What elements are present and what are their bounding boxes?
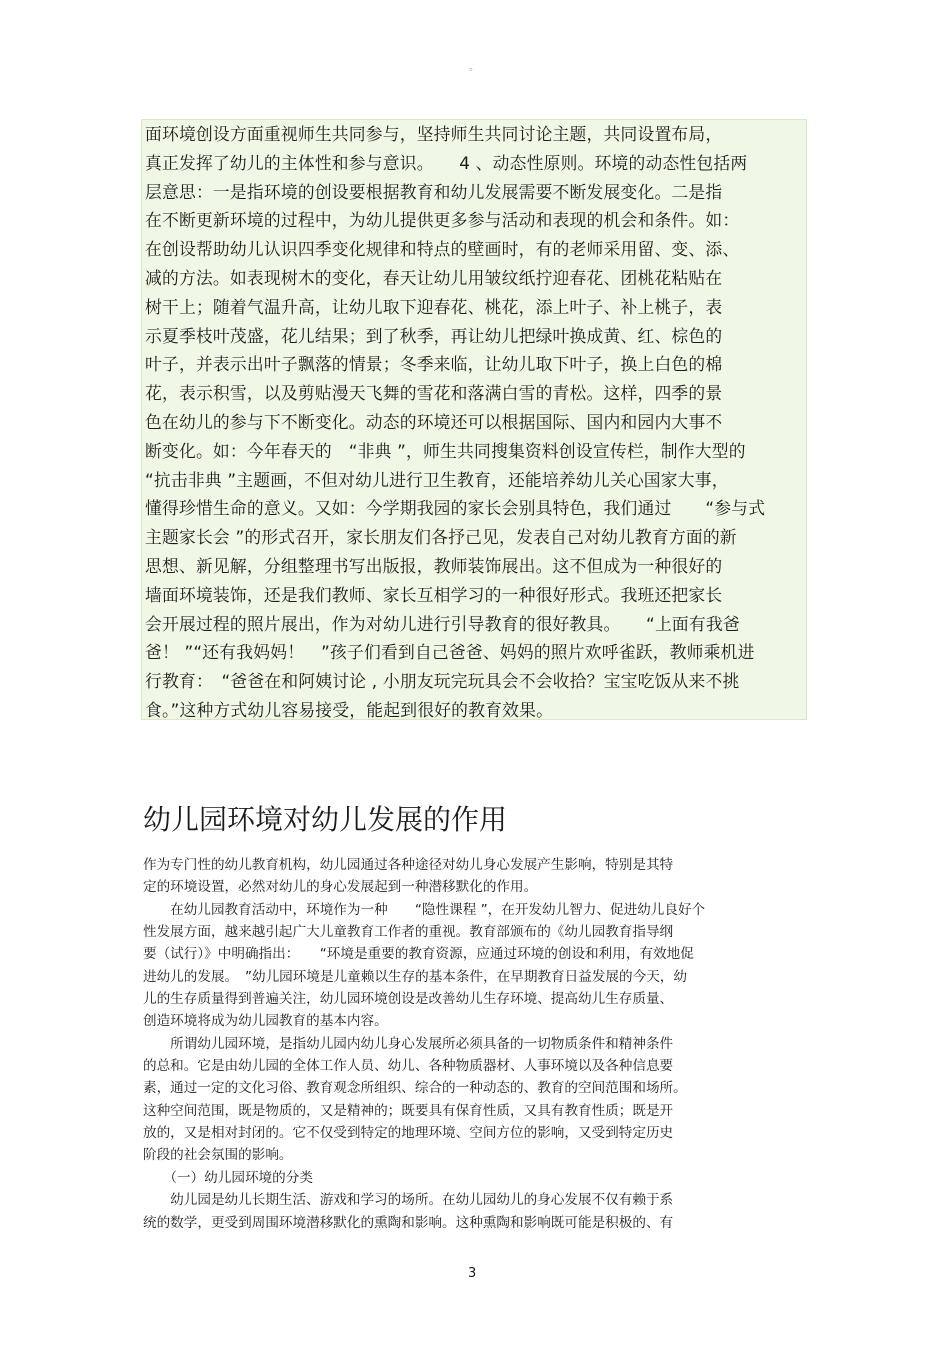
text-line: 性发展方面，越来越引起广大儿童教育工作者的重视。教育部颁布的《幼儿园教育指导纲 bbox=[143, 924, 674, 941]
text-line: 面环境创设方面重视师生共同参与，坚持师生共同讨论主题，共同设置布局， bbox=[145, 124, 723, 144]
text-line: 层意思：一是指环境的创设要根据教育和幼儿发展需要不断发展变化。二是指 bbox=[145, 181, 723, 202]
text-line: 这种空间范围，既是物质的，又是精神的；既要具有保育性质，又具有教育性质；既是开 bbox=[143, 1102, 674, 1119]
text-line: 阶段的社会氛围的影响。 bbox=[143, 1147, 293, 1164]
text-line: 要（试行）》中明确指出： “环境是重要的教育资源，应通过环境的创设和利用，有效地促 bbox=[143, 946, 694, 963]
text-line: 减的方法。如表现树木的变化，春天让幼儿用皱纹纸拧迎春花、团桃花粘贴在 bbox=[145, 267, 723, 288]
text-line: 食。”这种方式幼儿容易接受，能起到很好的教育效果。 bbox=[145, 699, 554, 720]
text-line: “抗击非典 ”主题画，不但对幼儿进行卫生教育，还能培养幼儿关心国家大事， bbox=[145, 469, 729, 490]
text-line: 在不断更新环境的过程中，为幼儿提供更多参与活动和表现的机会和条件。如： bbox=[145, 210, 740, 231]
text-line: 在创设帮助幼儿认识四季变化规律和特点的壁画时，有的老师采用留、变、添、 bbox=[145, 239, 740, 260]
text-line: 放的，又是相对封闭的。它不仅受到特定的地理环境、空间方位的影响，又受到特定历史 bbox=[143, 1125, 674, 1142]
text-line: 幼儿园是幼儿长期生活、游戏和学习的场所。在幼儿园幼儿的身心发展不仅有赖于系 bbox=[143, 1192, 674, 1209]
section-body bbox=[143, 854, 783, 1234]
text-line: 所谓幼儿园环境，是指幼儿园内幼儿身心发展所必须具备的一切物质条件和精神条件 bbox=[143, 1035, 674, 1052]
text-line: 叶子，并表示出叶子飘落的情景；冬季来临，让幼儿取下叶子，换上白色的棉 bbox=[145, 354, 723, 375]
text-line: 素，通过一定的文化习俗、教育观念所组织、综合的一种动态的、教育的空间范围和场所。 bbox=[143, 1080, 687, 1097]
text-line: 爸！ ”“还有我妈妈！ ”孩子们看到自己爸爸、妈妈的照片欢呼雀跃，教师乘机进 bbox=[145, 642, 755, 663]
text-line: 统的数学，更受到周围环境潜移默化的熏陶和影响。这种熏陶和影响既可能是积极的、有 bbox=[143, 1214, 674, 1231]
text-line: （一）幼儿园环境的分类 bbox=[143, 1169, 313, 1186]
text-line: 儿的生存质量得到普遍关注，幼儿园环境创设是改善幼儿生存环境、提高幼儿生存质量、 bbox=[143, 991, 674, 1008]
text-line: 真正发挥了幼儿的主体性和参与意识。 4 、动态性原则。环境的动态性包括两 bbox=[145, 152, 748, 173]
text-line: 花，表示积雪，以及剪贴漫天飞舞的雪花和落满白雪的青松。这样，四季的景 bbox=[145, 383, 723, 404]
page-number: 3 bbox=[468, 1266, 477, 1281]
text-line: 树干上；随着气温升高，让幼儿取下迎春花、桃花，添上叶子、补上桃子，表 bbox=[145, 296, 723, 317]
section-title: 幼儿园环境对幼儿发展的作用 bbox=[143, 803, 508, 836]
text-line: 在幼儿园教育活动中，环境作为一种 “隐性课程 ”，在开发幼儿智力、促进幼儿良好个 bbox=[143, 901, 706, 918]
text-line: 创造环境将成为幼儿园教育的基本内容。 bbox=[143, 1013, 388, 1030]
text-line: 懂得珍惜生命的意义。又如：今学期我园的家长会别具特色，我们通过 “参与式 bbox=[145, 498, 766, 519]
text-line: 色在幼儿的参与下不断变化。动态的环境还可以根据国际、国内和园内大事不 bbox=[145, 411, 723, 432]
text-line: 作为专门性的幼儿教育机构，幼儿园通过各种途径对幼儿身心发展产生影响，特别是其特 bbox=[143, 857, 674, 873]
text-line: 思想、新见解，分组整理书写出版报，教师装饰展出。这不但成为一种很好的 bbox=[145, 555, 723, 576]
text-line: 主题家长会 ”的形式召开，家长朋友们各抒己见，发表自己对幼儿教育方面的新 bbox=[145, 527, 737, 548]
text-line: 的总和。它是由幼儿园的全体工作人员、幼儿、各种物质器材、人事环境以及各种信息要 bbox=[143, 1058, 674, 1075]
text-line: 行教育： “爸爸在和阿姨讨论 , 小朋友玩完玩具会不会收拾？宝宝吃饭从来不挑 bbox=[145, 671, 740, 692]
text-line: 墙面环境装饰，还是我们教师、家长互相学习的一种很好形式。我班还把家长 bbox=[145, 584, 723, 605]
highlighted-passage bbox=[145, 120, 805, 725]
text-line: 断变化。如：今年春天的 “非典 ”，师生共同搜集资料创设宣传栏，制作大型的 bbox=[145, 440, 746, 461]
text-line: 进幼儿的发展。 ”幼儿园环境是儿童赖以生存的基本条件，在早期教育日益发展的今天，幼 bbox=[143, 968, 687, 985]
header-mark: 。 bbox=[469, 62, 479, 73]
text-line: 示夏季枝叶茂盛，花儿结果；到了秋季，再让幼儿把绿叶换成黄、红、棕色的 bbox=[145, 325, 723, 346]
text-line: 会开展过程的照片展出，作为对幼儿进行引导教育的很好教具。 “上面有我爸 bbox=[145, 613, 740, 634]
text-line: 定的环境设置，必然对幼儿的身心发展起到一种潜移默化的作用。 bbox=[143, 879, 538, 896]
